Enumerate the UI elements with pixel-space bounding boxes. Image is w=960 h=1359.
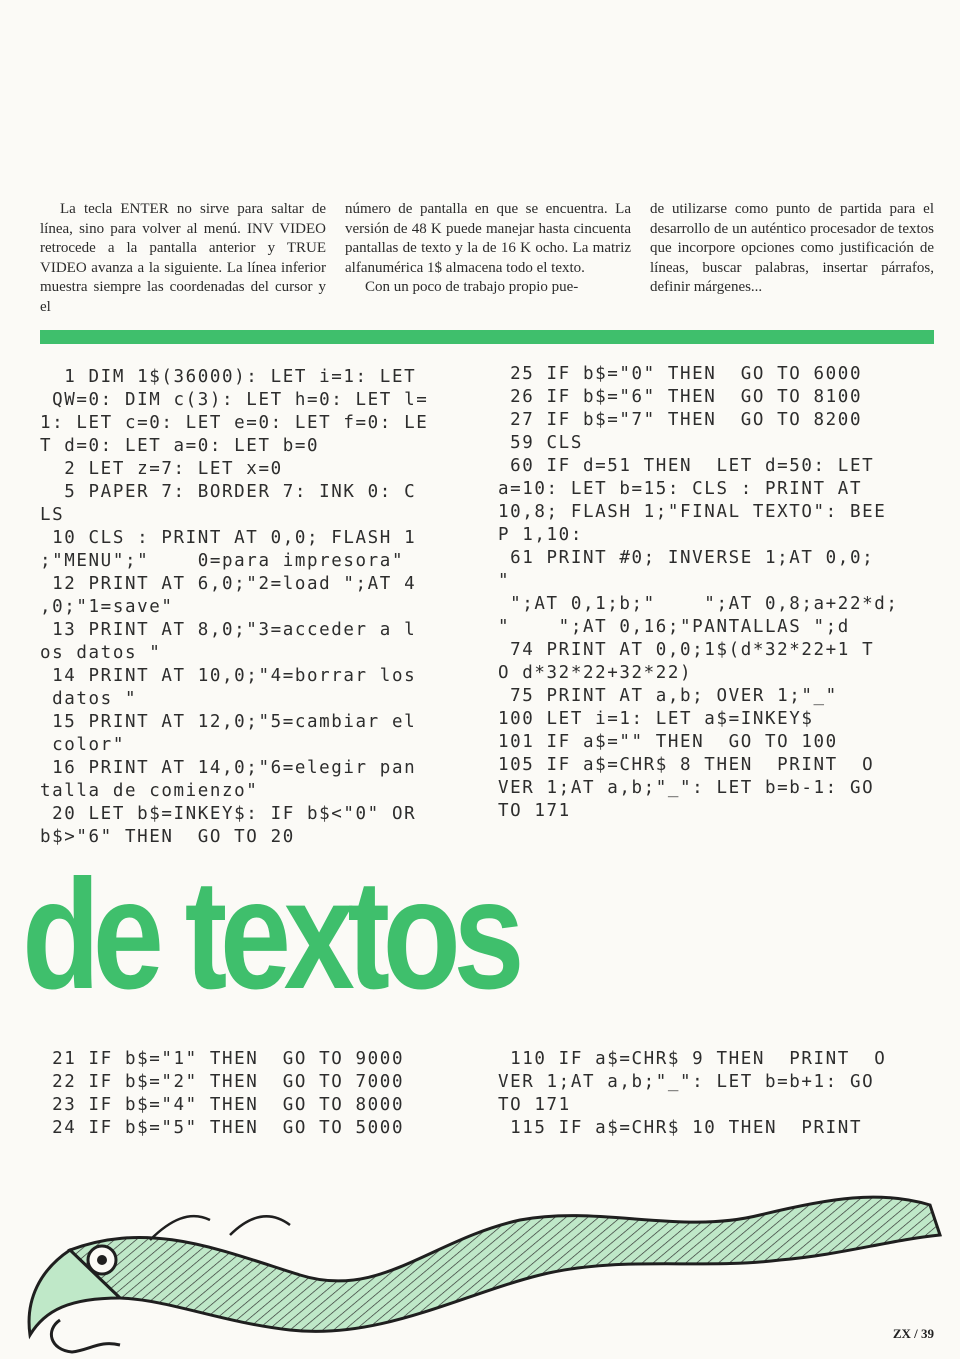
code-line: 105 IF a$=CHR$ 8 THEN PRINT O bbox=[498, 755, 875, 775]
code-line: " ";AT 0,16;"PANTALLAS ";d bbox=[498, 617, 850, 637]
page-headline: de textos bbox=[22, 848, 518, 1022]
code-line: 23 IF b$="4" THEN GO TO 8000 bbox=[40, 1095, 405, 1115]
code-line: a=10: LET b=15: CLS : PRINT AT bbox=[498, 479, 863, 499]
code-line: 25 IF b$="0" THEN GO TO 6000 bbox=[498, 364, 863, 384]
dragon-illustration bbox=[0, 1180, 960, 1359]
code-line: 15 PRINT AT 12,0;"5=cambiar el bbox=[40, 712, 417, 732]
program-listing-left-top bbox=[40, 366, 428, 849]
code-line: 22 IF b$="2" THEN GO TO 7000 bbox=[40, 1072, 405, 1092]
code-line: 2 LET z=7: LET x=0 bbox=[40, 459, 283, 479]
code-line: 5 PAPER 7: BORDER 7: INK 0: C bbox=[40, 482, 417, 502]
code-line: 110 IF a$=CHR$ 9 THEN PRINT O bbox=[498, 1049, 887, 1069]
code-line: b$>"6" THEN GO TO 20 bbox=[40, 827, 295, 847]
code-line: 12 PRINT AT 6,0;"2=load ";AT 4 bbox=[40, 574, 417, 594]
code-line: 101 IF a$="" THEN GO TO 100 bbox=[498, 732, 838, 752]
code-line: 21 IF b$="1" THEN GO TO 9000 bbox=[40, 1049, 405, 1069]
code-line: TO 171 bbox=[498, 1095, 571, 1115]
code-line: ,0;"1=save" bbox=[40, 597, 174, 617]
code-line: LS bbox=[40, 505, 65, 525]
code-line: 75 PRINT AT a,b; OVER 1;"_" bbox=[498, 686, 838, 706]
code-line: ";AT 0,1;b;" ";AT 0,8;a+22*d; bbox=[498, 594, 899, 614]
code-line: 16 PRINT AT 14,0;"6=elegir pan bbox=[40, 758, 417, 778]
paragraph: número de pantalla en que se encuentra. La versión de 48 K puede manejar hasta cincuenta pantallas de texto y la de 16 K ocho. La matriz alfanumérica 1$ almacena todo el texto. bbox=[345, 201, 631, 276]
code-line: 10 CLS : PRINT AT 0,0; FLASH 1 bbox=[40, 528, 417, 548]
article-column-2 bbox=[345, 200, 631, 298]
code-line: 24 IF b$="5" THEN GO TO 5000 bbox=[40, 1118, 405, 1138]
code-line: VER 1;AT a,b;"_": LET b=b-1: GO bbox=[498, 778, 875, 798]
code-line: 100 LET i=1: LET a$=INKEY$ bbox=[498, 709, 814, 729]
code-line: " bbox=[498, 571, 511, 591]
code-line: talla de comienzo" bbox=[40, 781, 259, 801]
paragraph: de utilizarse como punto de partida para el desarrollo de un auténtico procesador de textos que incorpore opciones como justificación de líneas, buscar palabras, insertar párrafos, definir márgenes... bbox=[650, 201, 934, 295]
code-line: 26 IF b$="6" THEN GO TO 8100 bbox=[498, 387, 863, 407]
paragraph: Con un poco de trabajo propio pue- bbox=[365, 279, 579, 295]
article-column-3 bbox=[650, 200, 934, 298]
code-line: 27 IF b$="7" THEN GO TO 8200 bbox=[498, 410, 863, 430]
code-line: datos " bbox=[40, 689, 138, 709]
code-line: 10,8; FLASH 1;"FINAL TEXTO": BEE bbox=[498, 502, 887, 522]
code-line: 14 PRINT AT 10,0;"4=borrar los bbox=[40, 666, 417, 686]
program-listing-right-top bbox=[498, 363, 898, 823]
code-line: 74 PRINT AT 0,0;1$(d*32*22+1 T bbox=[498, 640, 875, 660]
code-line: TO 171 bbox=[498, 801, 571, 821]
article-column-1 bbox=[40, 200, 326, 317]
code-line: 20 LET b$=INKEY$: IF b$<"0" OR bbox=[40, 804, 417, 824]
code-line: O d*32*22+32*22) bbox=[498, 663, 693, 683]
code-line: 115 IF a$=CHR$ 10 THEN PRINT bbox=[498, 1118, 863, 1138]
code-line: 1 DIM 1$(36000): LET i=1: LET bbox=[40, 367, 417, 387]
code-line: ;"MENU";" 0=para impresora" bbox=[40, 551, 405, 571]
code-line: color" bbox=[40, 735, 125, 755]
code-line: P 1,10: bbox=[498, 525, 583, 545]
code-line: 60 IF d=51 THEN LET d=50: LET bbox=[498, 456, 875, 476]
code-line: os datos " bbox=[40, 643, 162, 663]
code-line: 61 PRINT #0; INVERSE 1;AT 0,0; bbox=[498, 548, 875, 568]
code-line: QW=0: DIM c(3): LET h=0: LET l= bbox=[40, 390, 429, 410]
page-number: ZX / 39 bbox=[892, 1326, 934, 1341]
code-line: 1: LET c=0: LET e=0: LET f=0: LE bbox=[40, 413, 429, 433]
section-divider-bar bbox=[40, 330, 934, 344]
code-line: 59 CLS bbox=[498, 433, 583, 453]
program-listing-left-bottom bbox=[40, 1048, 404, 1140]
program-listing-right-bottom bbox=[498, 1048, 886, 1140]
code-line: T d=0: LET a=0: LET b=0 bbox=[40, 436, 320, 456]
code-line: VER 1;AT a,b;"_": LET b=b+1: GO bbox=[498, 1072, 875, 1092]
code-line: 13 PRINT AT 8,0;"3=acceder a l bbox=[40, 620, 417, 640]
paragraph: La tecla ENTER no sirve para saltar de línea, sino para volver al menú. INV VIDEO retrocede a la pantalla anterior y TRUE VIDEO avanza a la siguiente. La línea inferior muestra siempre las coordenadas del cursor y el bbox=[40, 201, 326, 315]
